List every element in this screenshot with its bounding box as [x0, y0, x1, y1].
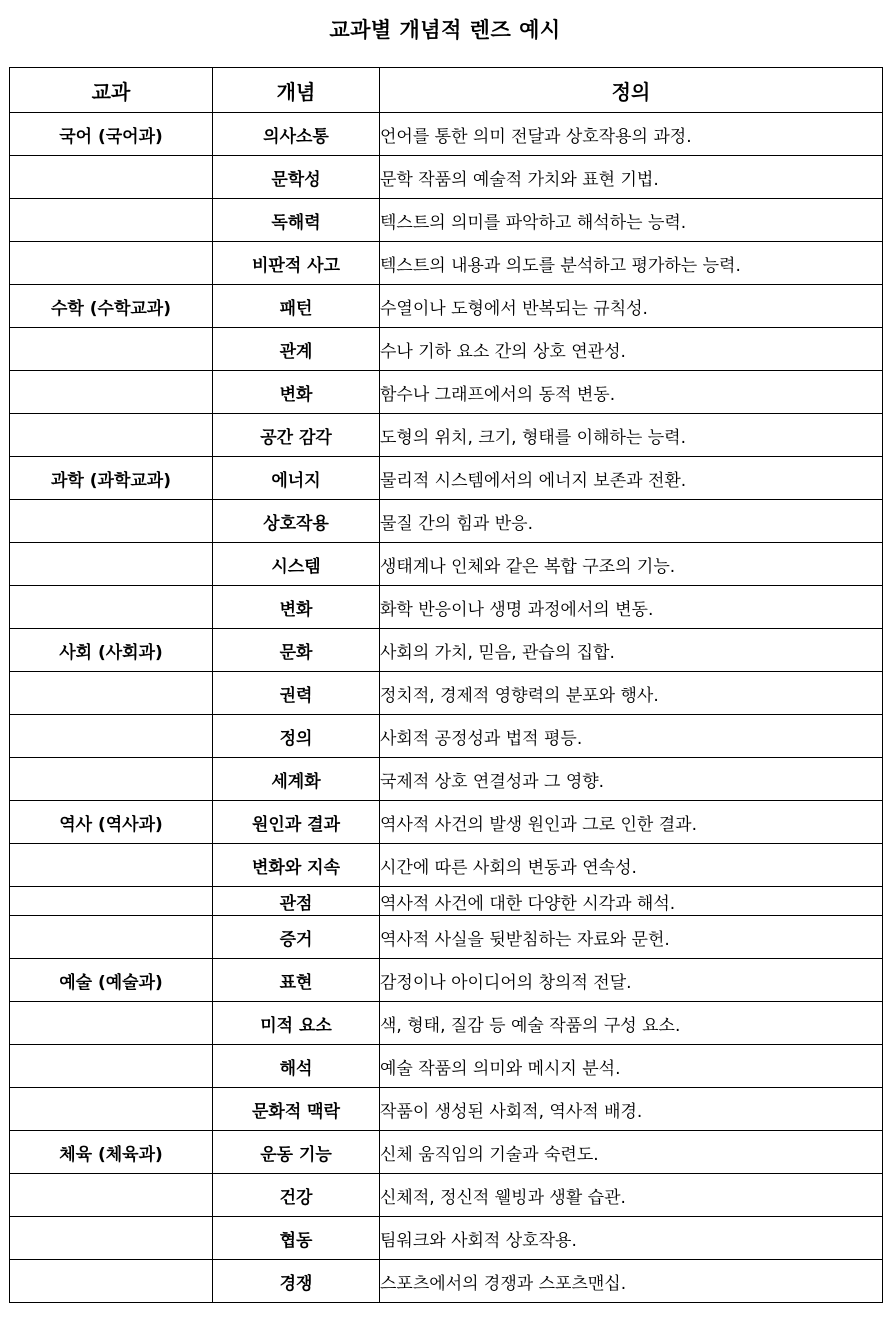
- subject-cell: [10, 1217, 213, 1260]
- table-header-row: [10, 68, 883, 113]
- concept-cell: 공간 감각: [213, 414, 380, 457]
- concept-cell: 문화: [213, 629, 380, 672]
- definition-cell: 사회의 가치, 믿음, 관습의 집합.: [380, 629, 883, 672]
- subject-cell: [10, 715, 213, 758]
- subject-cell: [10, 1088, 213, 1131]
- concept-cell: 미적 요소: [213, 1002, 380, 1045]
- table-row: [10, 457, 883, 500]
- table-row: [10, 414, 883, 457]
- definition-cell: 수나 기하 요소 간의 상호 연관성.: [380, 328, 883, 371]
- concept-cell: 권력: [213, 672, 380, 715]
- concept-cell: 해석: [213, 1045, 380, 1088]
- table-row: [10, 199, 883, 242]
- subject-cell: [10, 199, 213, 242]
- table-row: [10, 959, 883, 1002]
- subject-cell: [10, 328, 213, 371]
- concept-cell: 표현: [213, 959, 380, 1002]
- subject-cell: [10, 242, 213, 285]
- definition-cell: 사회적 공정성과 법적 평등.: [380, 715, 883, 758]
- subject-cell: [10, 916, 213, 959]
- subject-cell: [10, 1174, 213, 1217]
- table-row: [10, 916, 883, 959]
- header-concept: 개념: [213, 68, 380, 113]
- table-row: [10, 586, 883, 629]
- header-definition: 정의: [380, 68, 883, 113]
- concept-cell: 운동 기능: [213, 1131, 380, 1174]
- table-row: [10, 113, 883, 156]
- table-body: [10, 113, 883, 1303]
- table-row: [10, 1088, 883, 1131]
- subject-cell: 예술 (예술과): [10, 959, 213, 1002]
- table-row: [10, 1174, 883, 1217]
- subject-cell: 사회 (사회과): [10, 629, 213, 672]
- subject-cell: 체육 (체육과): [10, 1131, 213, 1174]
- concept-cell: 시스템: [213, 543, 380, 586]
- table-row: [10, 1217, 883, 1260]
- subject-cell: [10, 844, 213, 887]
- subject-cell: [10, 758, 213, 801]
- table-row: [10, 1045, 883, 1088]
- definition-cell: 텍스트의 의미를 파악하고 해석하는 능력.: [380, 199, 883, 242]
- definition-cell: 수열이나 도형에서 반복되는 규칙성.: [380, 285, 883, 328]
- definition-cell: 역사적 사건의 발생 원인과 그로 인한 결과.: [380, 801, 883, 844]
- definition-cell: 스포츠에서의 경쟁과 스포츠맨십.: [380, 1260, 883, 1303]
- concept-cell: 변화: [213, 586, 380, 629]
- definition-cell: 물리적 시스템에서의 에너지 보존과 전환.: [380, 457, 883, 500]
- table-row: [10, 801, 883, 844]
- definition-cell: 예술 작품의 의미와 메시지 분석.: [380, 1045, 883, 1088]
- definition-cell: 작품이 생성된 사회적, 역사적 배경.: [380, 1088, 883, 1131]
- concept-cell: 경쟁: [213, 1260, 380, 1303]
- table-row: [10, 1131, 883, 1174]
- subject-cell: [10, 672, 213, 715]
- definition-cell: 언어를 통한 의미 전달과 상호작용의 과정.: [380, 113, 883, 156]
- definition-cell: 팀워크와 사회적 상호작용.: [380, 1217, 883, 1260]
- concept-cell: 세계화: [213, 758, 380, 801]
- definition-cell: 물질 간의 힘과 반응.: [380, 500, 883, 543]
- subject-cell: [10, 414, 213, 457]
- table-row: [10, 715, 883, 758]
- definition-cell: 신체 움직임의 기술과 숙련도.: [380, 1131, 883, 1174]
- subject-cell: [10, 887, 213, 916]
- definition-cell: 도형의 위치, 크기, 형태를 이해하는 능력.: [380, 414, 883, 457]
- concept-cell: 에너지: [213, 457, 380, 500]
- definition-cell: 정치적, 경제적 영향력의 분포와 행사.: [380, 672, 883, 715]
- concept-cell: 관계: [213, 328, 380, 371]
- subject-cell: [10, 371, 213, 414]
- concept-cell: 건강: [213, 1174, 380, 1217]
- table-row: [10, 629, 883, 672]
- definition-cell: 색, 형태, 질감 등 예술 작품의 구성 요소.: [380, 1002, 883, 1045]
- table-row: [10, 1260, 883, 1303]
- table-row: [10, 371, 883, 414]
- page-title: 교과별 개념적 렌즈 예시: [329, 18, 561, 42]
- definition-cell: 역사적 사실을 뒷받침하는 자료와 문헌.: [380, 916, 883, 959]
- concept-cell: 관점: [213, 887, 380, 916]
- table-row: [10, 543, 883, 586]
- table-row: [10, 758, 883, 801]
- subject-cell: 역사 (역사과): [10, 801, 213, 844]
- table-row: [10, 672, 883, 715]
- concept-lens-table: [9, 67, 883, 1303]
- definition-cell: 감정이나 아이디어의 창의적 전달.: [380, 959, 883, 1002]
- definition-cell: 화학 반응이나 생명 과정에서의 변동.: [380, 586, 883, 629]
- definition-cell: 시간에 따른 사회의 변동과 연속성.: [380, 844, 883, 887]
- subject-cell: [10, 1260, 213, 1303]
- subject-cell: 과학 (과학교과): [10, 457, 213, 500]
- table-row: [10, 1002, 883, 1045]
- concept-cell: 의사소통: [213, 113, 380, 156]
- concept-cell: 변화와 지속: [213, 844, 380, 887]
- definition-cell: 생태계나 인체와 같은 복합 구조의 기능.: [380, 543, 883, 586]
- table-row: [10, 242, 883, 285]
- concept-cell: 변화: [213, 371, 380, 414]
- subject-cell: 수학 (수학교과): [10, 285, 213, 328]
- concept-cell: 문화적 맥락: [213, 1088, 380, 1131]
- concept-cell: 증거: [213, 916, 380, 959]
- definition-cell: 역사적 사건에 대한 다양한 시각과 해석.: [380, 887, 883, 916]
- table-row: [10, 887, 883, 916]
- concept-cell: 비판적 사고: [213, 242, 380, 285]
- concept-cell: 상호작용: [213, 500, 380, 543]
- table-row: [10, 500, 883, 543]
- definition-cell: 함수나 그래프에서의 동적 변동.: [380, 371, 883, 414]
- concept-cell: 문학성: [213, 156, 380, 199]
- concept-cell: 패턴: [213, 285, 380, 328]
- subject-cell: [10, 586, 213, 629]
- definition-cell: 국제적 상호 연결성과 그 영향.: [380, 758, 883, 801]
- definition-cell: 텍스트의 내용과 의도를 분석하고 평가하는 능력.: [380, 242, 883, 285]
- concept-cell: 정의: [213, 715, 380, 758]
- concept-cell: 협동: [213, 1217, 380, 1260]
- table-row: [10, 844, 883, 887]
- table-row: [10, 285, 883, 328]
- table-row: [10, 156, 883, 199]
- definition-cell: 신체적, 정신적 웰빙과 생활 습관.: [380, 1174, 883, 1217]
- concept-cell: 독해력: [213, 199, 380, 242]
- subject-cell: [10, 1002, 213, 1045]
- header-subject: 교과: [10, 68, 213, 113]
- table-row: [10, 328, 883, 371]
- definition-cell: 문학 작품의 예술적 가치와 표현 기법.: [380, 156, 883, 199]
- subject-cell: [10, 500, 213, 543]
- subject-cell: [10, 543, 213, 586]
- subject-cell: 국어 (국어과): [10, 113, 213, 156]
- subject-cell: [10, 156, 213, 199]
- concept-cell: 원인과 결과: [213, 801, 380, 844]
- subject-cell: [10, 1045, 213, 1088]
